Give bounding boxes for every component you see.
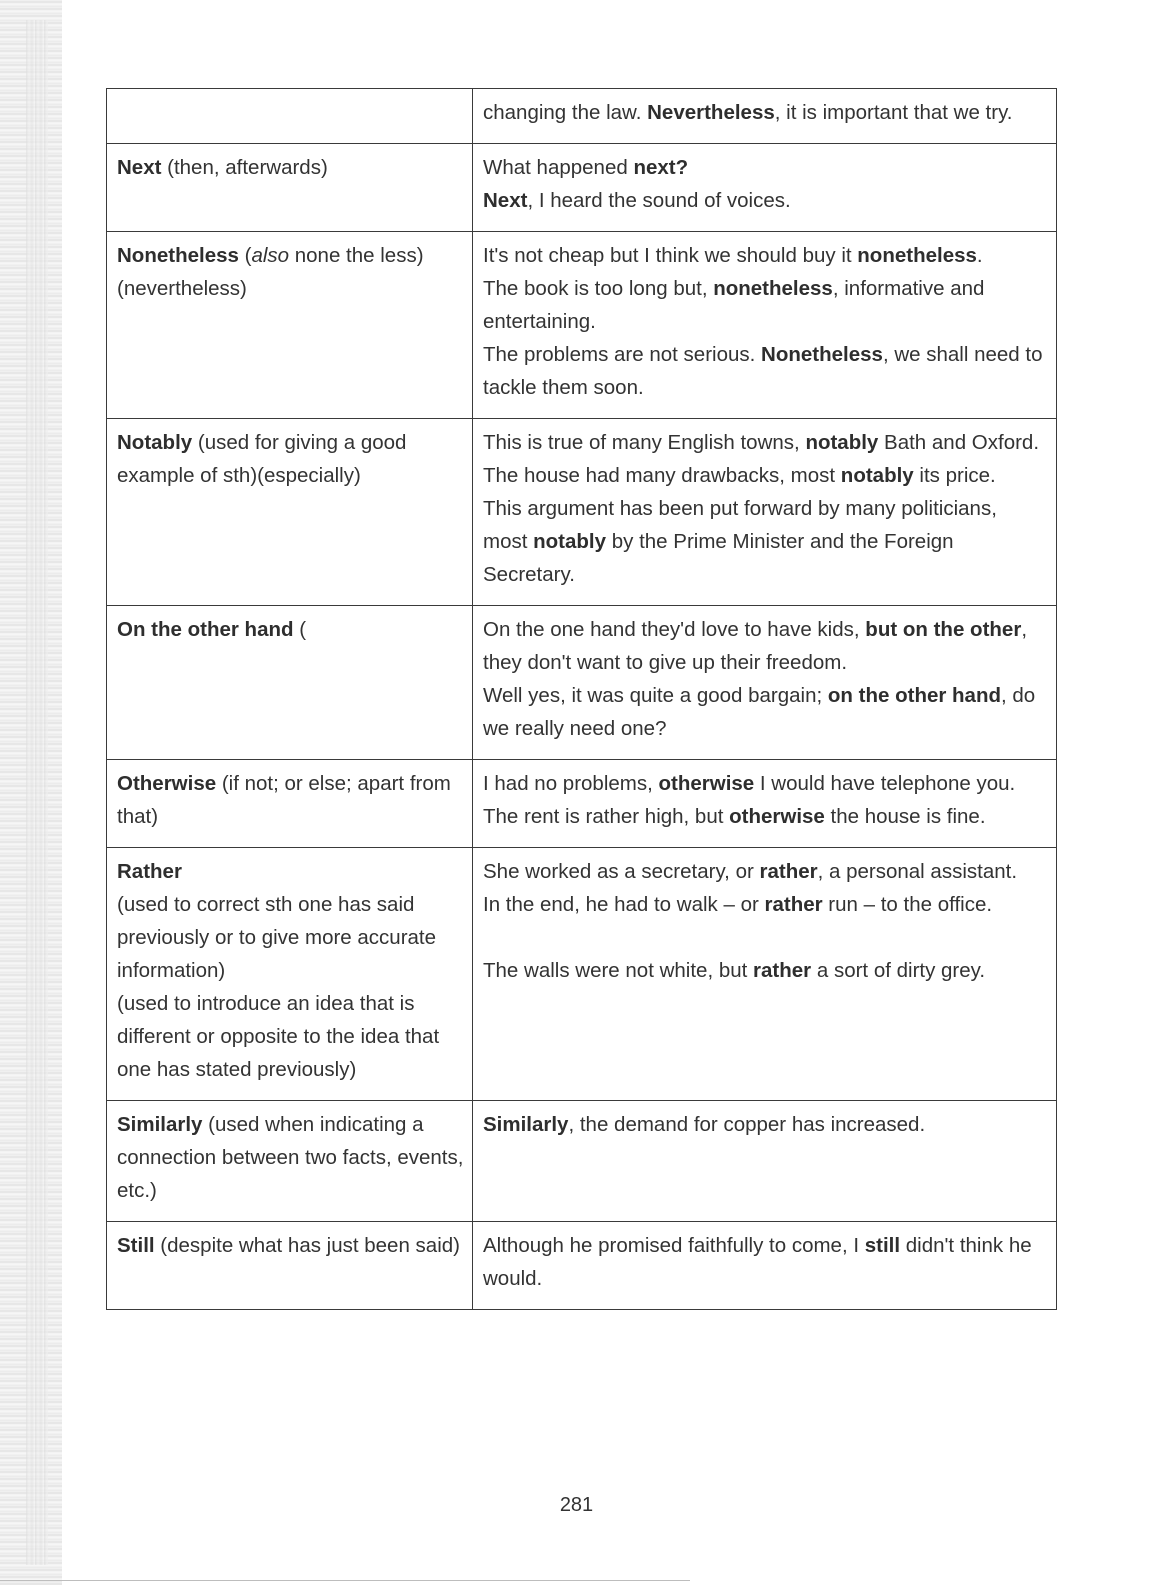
example-text: the house is fine. <box>824 805 986 828</box>
example-sentence <box>483 338 1046 404</box>
example-sentence <box>483 679 1046 745</box>
example-keyword: notably <box>805 431 879 454</box>
example-text: On the one hand they'd love to have kids, <box>483 618 866 641</box>
term-text: (then, afterwards) <box>161 156 328 179</box>
term-text: (used to introduce an idea that is different or opposite to the idea that one has stated previously) <box>117 992 440 1081</box>
term-keyword: On the other hand <box>117 618 294 641</box>
term-keyword: Otherwise <box>117 772 217 795</box>
example-text: This argument has been put forward by many politicians, most <box>483 497 997 553</box>
term-cell <box>107 606 473 760</box>
example-text: . <box>976 244 983 267</box>
example-sentence <box>483 888 1046 921</box>
table-row <box>107 89 1057 144</box>
term-text: none the less) (nevertheless) <box>117 244 424 300</box>
example-text: I would have telephone you. <box>754 772 1016 795</box>
term-text: (used for giving a good example of sth)(especially) <box>117 431 407 487</box>
example-text: In the end, he had to walk – or <box>483 893 765 916</box>
example-text: Bath and Oxford. <box>878 431 1040 454</box>
example-text: , do we really need one? <box>483 684 1036 740</box>
table-row <box>107 419 1057 606</box>
term-keyword: Next <box>117 156 162 179</box>
term-keyword: Still <box>117 1234 155 1257</box>
table-row <box>107 1101 1057 1222</box>
example-sentence <box>483 800 1046 833</box>
example-sentence <box>483 426 1046 459</box>
example-text: She worked as a secretary, or <box>483 860 760 883</box>
example-sentence <box>483 492 1046 591</box>
term-text: (despite what has just been said) <box>154 1234 460 1257</box>
table-row <box>107 1222 1057 1310</box>
term-cell <box>107 419 473 606</box>
example-sentence <box>483 767 1046 800</box>
table-row <box>107 606 1057 760</box>
example-text: changing the law. <box>483 101 648 124</box>
table-row <box>107 848 1057 1101</box>
term-text: (used to correct sth one has said previously or to give more accurate information) <box>117 893 437 982</box>
example-text: , I heard the sound of voices. <box>527 189 791 212</box>
example-keyword: notably <box>533 530 607 553</box>
examples-cell <box>473 419 1057 606</box>
example-text: , the demand for copper has increased. <box>568 1113 926 1136</box>
example-sentence <box>483 151 1046 184</box>
table-row <box>107 760 1057 848</box>
term-text: (if not; or else; apart from that) <box>117 772 451 828</box>
examples-cell <box>473 232 1057 419</box>
example-text: by the Prime Minister and the Foreign Secretary. <box>483 530 954 586</box>
example-text: a sort of dirty grey. <box>811 959 986 982</box>
example-sentence <box>483 272 1046 338</box>
examples-cell <box>473 1222 1057 1310</box>
example-keyword: on the other hand <box>827 684 1002 707</box>
example-keyword: rather <box>753 959 812 982</box>
example-keyword: Similarly <box>483 1113 569 1136</box>
example-text: Well yes, it was quite a good bargain; <box>483 684 828 707</box>
table-row <box>107 144 1057 232</box>
example-text: , we shall need to tackle them soon. <box>483 343 1043 399</box>
term-cell <box>107 1101 473 1222</box>
example-text: , a personal assistant. <box>817 860 1018 883</box>
example-keyword: notably <box>840 464 914 487</box>
term-cell <box>107 848 473 1101</box>
table-row <box>107 232 1057 419</box>
example-keyword: otherwise <box>658 772 755 795</box>
example-keyword: Nevertheless <box>647 101 775 124</box>
examples-cell <box>473 606 1057 760</box>
example-text: The walls were not white, but <box>483 959 754 982</box>
example-text: Although he promised faithfully to come, I <box>483 1234 865 1257</box>
example-sentence <box>483 1108 1046 1141</box>
examples-cell <box>473 144 1057 232</box>
term-cell <box>107 89 473 144</box>
term-keyword: Notably <box>117 431 193 454</box>
term-keyword: Nonetheless <box>117 244 239 267</box>
example-sentence <box>483 613 1046 679</box>
example-text: , informative and entertaining. <box>483 277 985 333</box>
examples-cell <box>473 89 1057 144</box>
example-sentence <box>483 1229 1046 1295</box>
example-spacer <box>483 921 1046 954</box>
example-keyword: nonetheless <box>857 244 977 267</box>
scan-binding-edge <box>0 0 62 1585</box>
vocabulary-table-body <box>107 89 1057 1310</box>
example-sentence <box>483 459 1046 492</box>
example-keyword: Next <box>483 189 528 212</box>
term-text: ( <box>238 244 252 267</box>
example-text: The rent is rather high, but <box>483 805 730 828</box>
example-sentence <box>483 96 1046 129</box>
example-keyword: but on the other <box>865 618 1022 641</box>
example-keyword: still <box>864 1234 901 1257</box>
term-cell <box>107 760 473 848</box>
example-keyword: rather <box>764 893 823 916</box>
term-cell <box>107 1222 473 1310</box>
term-text: ( <box>293 618 307 641</box>
example-sentence <box>483 239 1046 272</box>
term-cell <box>107 144 473 232</box>
example-sentence <box>483 855 1046 888</box>
term-cell <box>107 232 473 419</box>
examples-cell <box>473 760 1057 848</box>
example-keyword: Nonetheless <box>761 343 883 366</box>
example-text: I had no problems, <box>483 772 659 795</box>
example-keyword: rather <box>759 860 818 883</box>
page-bottom-rule <box>0 1580 690 1581</box>
example-sentence <box>483 184 1046 217</box>
example-text: , it is important that we try. <box>774 101 1013 124</box>
example-text: This is true of many English towns, <box>483 431 806 454</box>
example-text: its price. <box>913 464 996 487</box>
example-text: What happened <box>483 156 634 179</box>
term-keyword: Rather <box>117 860 182 883</box>
example-sentence <box>483 954 1046 987</box>
term-text: (used when indicating a connection between two facts, events, etc.) <box>117 1113 464 1202</box>
example-text: , they don't want to give up their freedom. <box>483 618 1028 674</box>
example-text: The book is too long but, <box>483 277 714 300</box>
example-keyword: otherwise <box>729 805 825 828</box>
examples-cell <box>473 1101 1057 1222</box>
example-text: It's not cheap but I think we should buy it <box>483 244 858 267</box>
examples-cell <box>473 848 1057 1101</box>
example-keyword: next? <box>633 156 689 179</box>
vocabulary-table <box>106 88 1057 1310</box>
example-text: run – to the office. <box>822 893 993 916</box>
example-text: The problems are not serious. <box>483 343 762 366</box>
example-keyword: nonetheless <box>713 277 833 300</box>
term-text: also <box>251 244 290 267</box>
example-text: The house had many drawbacks, most <box>483 464 841 487</box>
page-number: 281 <box>559 1494 594 1516</box>
term-keyword: Similarly <box>117 1113 203 1136</box>
example-text: didn't think he would. <box>483 1234 1032 1290</box>
